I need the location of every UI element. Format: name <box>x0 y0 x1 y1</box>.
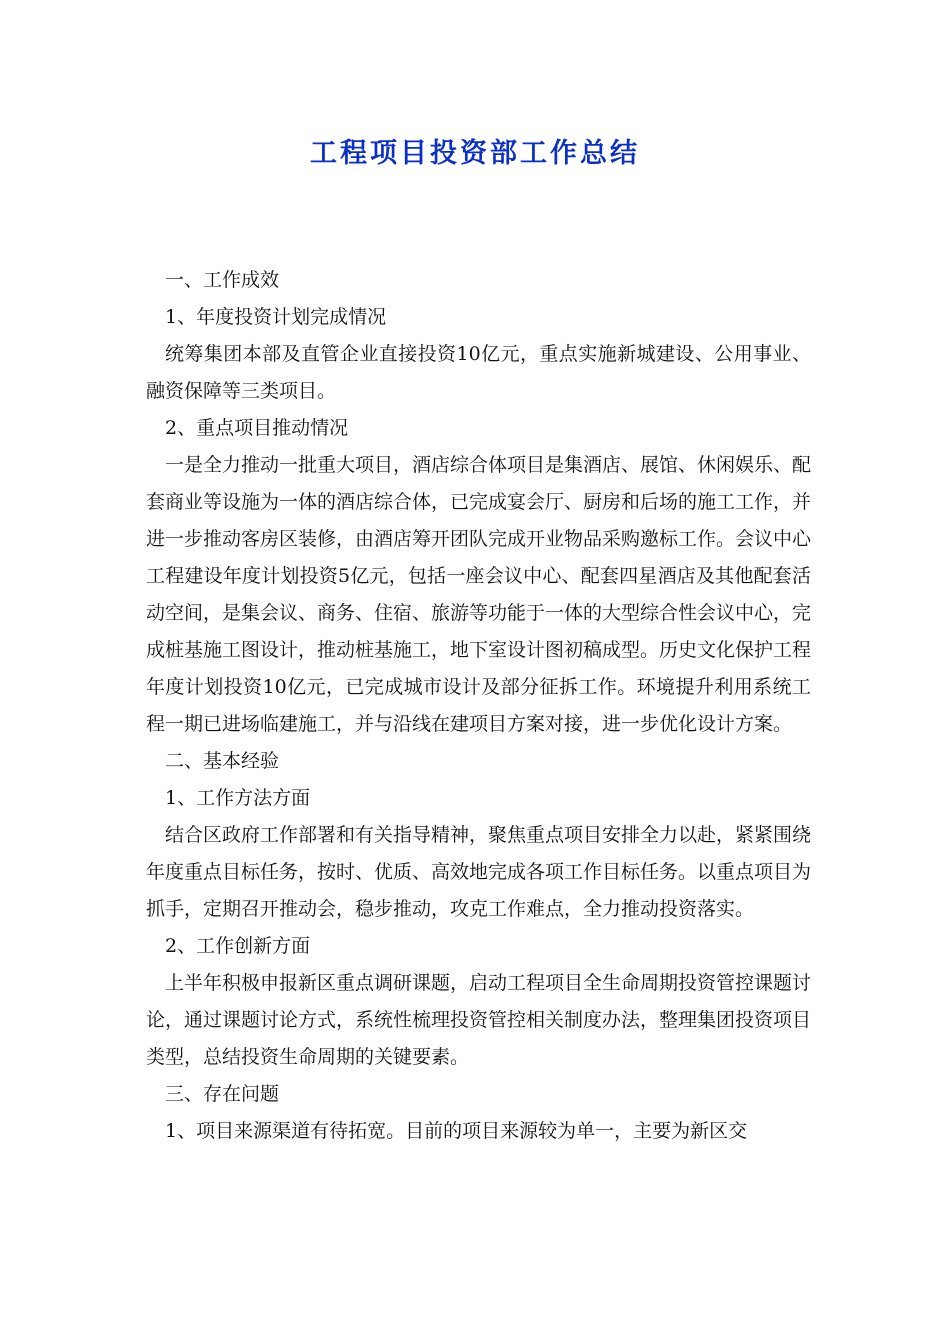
section-heading-problems: 三、存在问题 <box>165 1083 280 1105</box>
document-body <box>146 262 811 1150</box>
subheading-annual-plan: 1、年度投资计划完成情况 <box>165 306 387 328</box>
paragraph-annual-plan: 统筹集团本部及直管企业直接投资10亿元，重点实施新城建设、公用事业、融资保障等三类项目。 <box>146 343 811 402</box>
paragraph-innovation: 上半年积极申报新区重点调研课题，启动工程项目全生命周期投资管控课题讨论，通过课题讨论方式，系统性梳理投资管控相关制度办法，整理集团投资项目类型，总结投资生命周期的关键要素。 <box>146 972 812 1068</box>
paragraph-work-methods: 结合区政府工作部署和有关指导精神，聚焦重点项目安排全力以赴，紧紧围绕年度重点目标任务，按时、优质、高效地完成各项工作目标任务。以重点项目为抓手，定期召开推动会，稳步推动，攻克工作难点，全力推动投资落实。 <box>146 824 812 920</box>
section-heading-experience: 二、基本经验 <box>165 750 280 772</box>
subheading-innovation: 2、工作创新方面 <box>165 935 311 957</box>
subheading-key-projects: 2、重点项目推动情况 <box>165 417 349 439</box>
section-heading-achievements: 一、工作成效 <box>165 269 280 291</box>
subheading-work-methods: 1、工作方法方面 <box>165 787 311 809</box>
paragraph-key-projects: 一是全力推动一批重大项目，酒店综合体项目是集酒店、展馆、休闲娱乐、配套商业等设施为一体的酒店综合体，已完成宴会厅、厨房和后场的施工工作，并进一步推动客房区装修，由酒店筹开团队完成开业物品采购邀标工作。会议中心工程建设年度计划投资5亿元，包括一座会议中心、配套四星酒店及其他配套活动空间，是集会议、商务、住宿、旅游等功能于一体的大型综合性会议中心，完成桩基施工图设计，推动桩基施工，地下室设计图初稿成型。历史文化保护工程年度计划投资10亿元，已完成城市设计及部分征拆工作。环境提升利用系统工程一期已进场临建施工，并与沿线在建项目方案对接，进一步优化设计方案。 <box>146 454 812 735</box>
paragraph-problems: 1、项目来源渠道有待拓宽。目前的项目来源较为单一，主要为新区交 <box>165 1120 748 1142</box>
document-title: 工程项目投资部工作总结 <box>310 138 640 169</box>
